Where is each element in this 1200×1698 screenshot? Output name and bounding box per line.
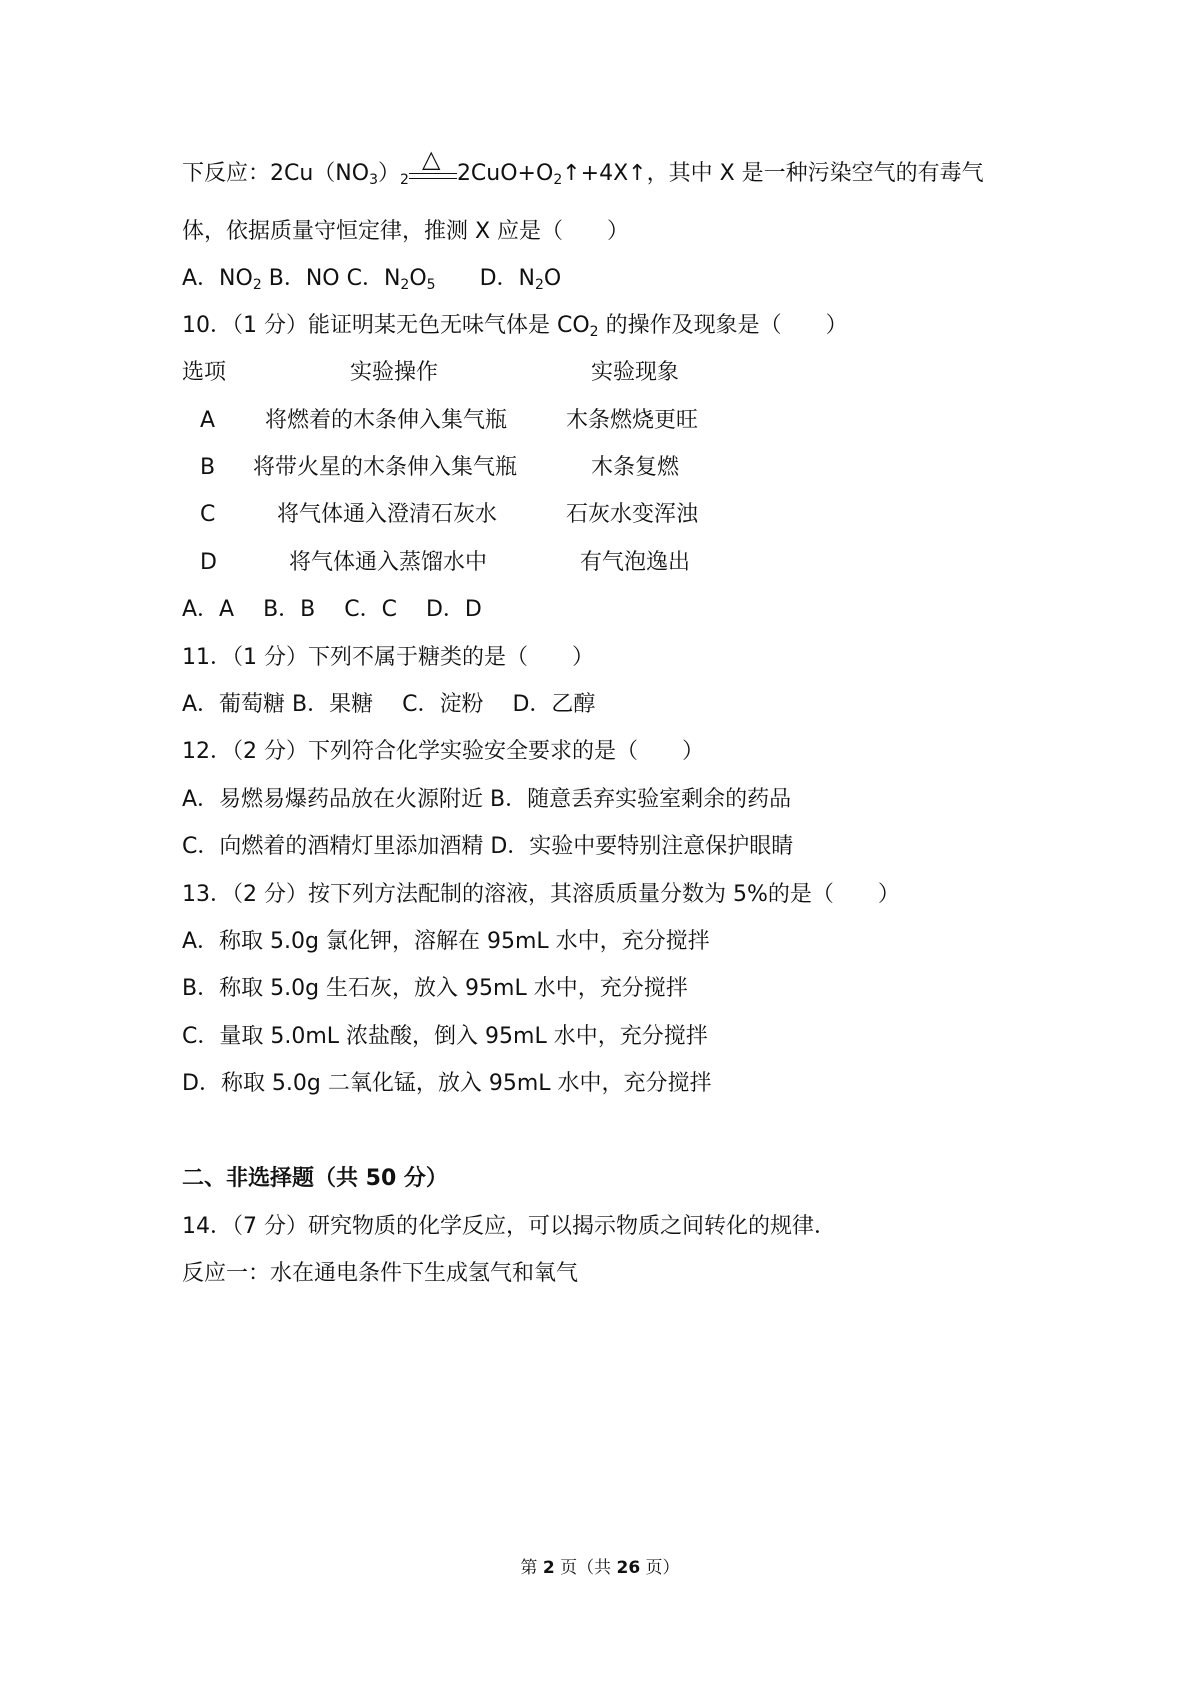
q9-option-bc: B．NO C．N xyxy=(261,266,401,291)
q13-option-a: A．称取 5.0g 氯化钾，溶解在 95mL 水中，充分搅拌 xyxy=(182,929,710,954)
q9-option-c-o: O xyxy=(409,266,427,291)
table-row-b-option: B xyxy=(200,455,216,480)
q9-question-line: 体，依据质量守恒定律，推测 X 应是（ ） xyxy=(182,219,630,244)
table-header-operation: 实验操作 xyxy=(350,360,439,385)
q12-options-line2: C．向燃着的酒精灯里添加酒精 D．实验中要特别注意保护眼睛 xyxy=(182,834,794,859)
heating-condition-sign xyxy=(409,145,457,189)
q9-option-d: D．N xyxy=(435,266,535,291)
q9-text-c: 2CuO+O xyxy=(456,161,554,186)
q14-stem: 14．（7 分）研究物质的化学反应，可以揭示物质之间转化的规律． xyxy=(182,1214,836,1239)
q10-stem-a: 10．（1 分）能证明某无色无味气体是 CO xyxy=(182,313,590,338)
table-header-phenomenon: 实验现象 xyxy=(591,360,680,385)
footer-page-number: 2 xyxy=(542,1558,555,1578)
table-row-a-operation: 将燃着的木条伸入集气瓶 xyxy=(265,408,508,433)
heat-triangle-icon: △ xyxy=(421,145,441,173)
table-row-b-operation: 将带火星的木条伸入集气瓶 xyxy=(253,455,518,480)
q9-text-d: ↑+4X↑，其中 X 是一种污染空气的有毒气 xyxy=(562,161,984,186)
q10-stem-b: 的操作及现象是（ ） xyxy=(598,313,848,338)
q9-options xyxy=(182,264,561,300)
q11-stem: 11．（1 分）下列不属于糖类的是（ ） xyxy=(182,645,594,670)
q11-options: A．葡萄糖 B．果糖 C．淀粉 D．乙醇 xyxy=(182,692,596,717)
q13-option-c: C．量取 5.0mL 浓盐酸，倒入 95mL 水中，充分搅拌 xyxy=(182,1024,708,1049)
q9-option-a: A．NO xyxy=(182,266,253,291)
q9-subscript: 2 xyxy=(400,172,409,188)
footer-text: 页） xyxy=(640,1558,680,1578)
table-header-option: 选项 xyxy=(182,360,227,385)
footer-text: 页（共 xyxy=(554,1558,617,1578)
table-row-c-option: C xyxy=(200,502,216,527)
q10-stem xyxy=(182,311,848,347)
table-row-d-operation: 将气体通入蒸馏水中 xyxy=(289,550,488,575)
footer-text: 第 xyxy=(520,1558,543,1578)
table-row-c-operation: 将气体通入澄清石灰水 xyxy=(277,502,498,527)
q9-subscript: 2 xyxy=(535,277,544,293)
q12-stem: 12．（2 分）下列符合化学实验安全要求的是（ ） xyxy=(182,739,704,764)
q13-stem: 13．（2 分）按下列方法配制的溶液，其溶质质量分数为 5%的是（ ） xyxy=(182,882,900,907)
table-row-a-phenomenon: 木条燃烧更旺 xyxy=(566,408,699,433)
q9-subscript: 3 xyxy=(369,172,378,188)
q13-option-d: D．称取 5.0g 二氧化锰，放入 95mL 水中，充分搅拌 xyxy=(182,1071,712,1096)
q9-text-a: 下反应：2Cu（NO xyxy=(182,161,370,186)
q10-options: A．A B．B C．C D．D xyxy=(182,597,482,622)
q9-subscript: 5 xyxy=(426,277,436,293)
table-row-c-phenomenon: 石灰水变浑浊 xyxy=(566,502,699,527)
table-row-b-phenomenon: 木条复燃 xyxy=(591,455,680,480)
table-row-d-option: D xyxy=(200,550,217,575)
footer-total-pages: 26 xyxy=(616,1558,641,1578)
table-row-d-phenomenon: 有气泡逸出 xyxy=(580,550,691,575)
q9-subscript: 2 xyxy=(400,277,410,293)
page-footer xyxy=(0,1553,1200,1578)
q9-equation-line xyxy=(182,145,984,195)
q9-subscript: 2 xyxy=(252,277,262,293)
section-title: 二、非选择题（共 50 分） xyxy=(182,1166,448,1191)
q9-subscript: 2 xyxy=(553,172,563,188)
q12-options-line1: A．易燃易爆药品放在火源附近 B．随意丢弃实验室剩余的药品 xyxy=(182,787,792,812)
q9-text-b: ） xyxy=(378,161,401,186)
q13-option-b: B．称取 5.0g 生石灰，放入 95mL 水中，充分搅拌 xyxy=(182,976,688,1001)
q10-subscript: 2 xyxy=(589,324,599,340)
table-row-a-option: A xyxy=(200,408,216,433)
q9-option-d-o: O xyxy=(543,266,562,291)
q14-reaction-one: 反应一：水在通电条件下生成氢气和氧气 xyxy=(182,1261,579,1286)
